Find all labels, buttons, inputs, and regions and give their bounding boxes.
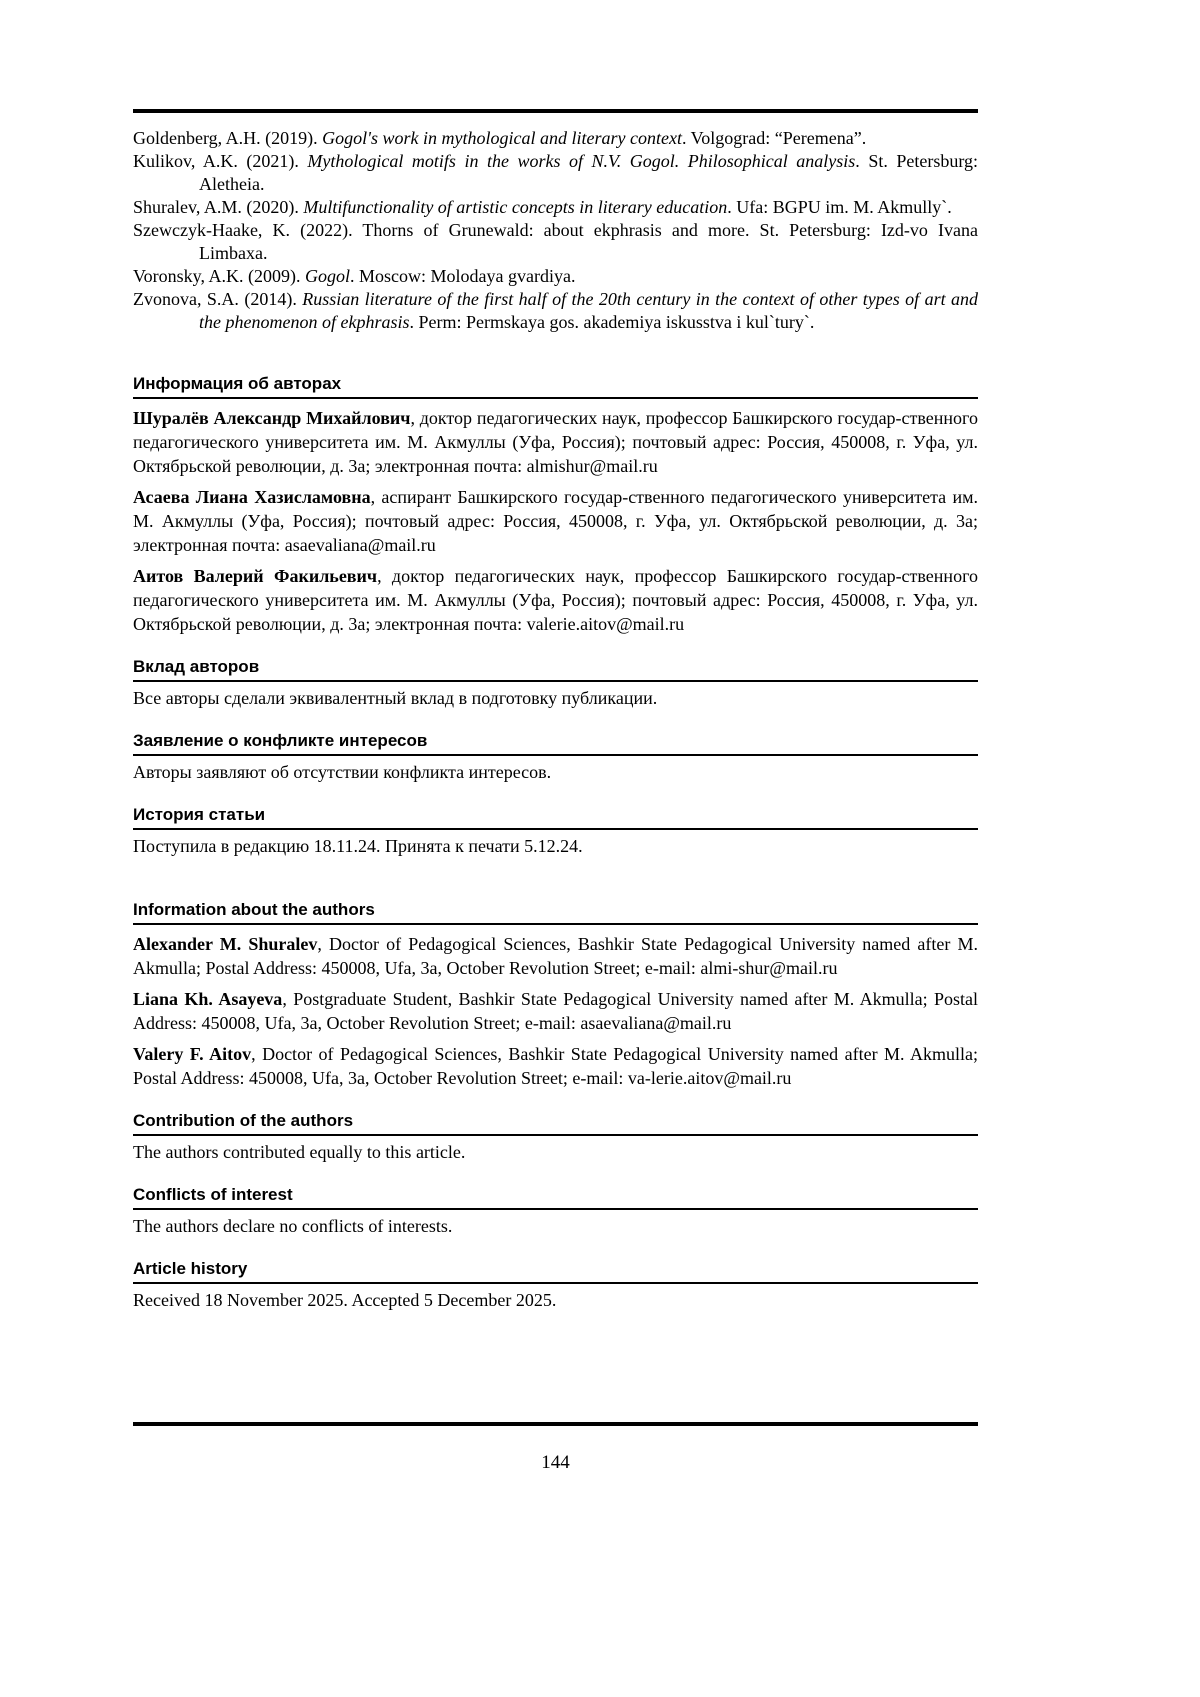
reference-item [133, 265, 978, 288]
reference-title: Gogol [305, 266, 351, 286]
reference-text: . Volgograd: “Peremena”. [681, 128, 867, 148]
reference-text: Shuralev, A.M. (2020). [133, 197, 304, 217]
reference-item [133, 288, 978, 334]
conflicts-text-ru: Авторы заявляют об отсутствии конфликта интересов. [133, 762, 552, 782]
reference-text: Voronsky, A.K. (2009). [133, 266, 306, 286]
reference-title: Gogol's work in mythological and literary context [322, 128, 682, 148]
author-details: , доктор педагогических наук, профессор Башкирского государ-ственного педагогического университета им. М. Акмуллы (Уфа, Россия); почтовый адрес: Россия, 450008, г. Уфа, ул. Октябрьской революции, д. 3а; электронная почта: valerie.aitov@mail.ru [133, 566, 978, 634]
reference-text: Kulikov, A.K. (2021). [133, 151, 308, 171]
author-paragraph-ru [133, 485, 978, 557]
history-text-en: Received 18 November 2025. Accepted 5 December 2025. [133, 1290, 557, 1310]
page-footer [133, 1422, 978, 1474]
author-name: Шуралёв Александр Михайлович [133, 408, 411, 428]
heading-conflicts-ru: Заявление о конфликте интересов [133, 731, 978, 756]
references-section [133, 127, 978, 334]
author-name: Аитов Валерий Факильевич [133, 566, 378, 586]
page-content [133, 109, 978, 1312]
author-paragraph-en [133, 932, 978, 980]
reference-title: Russian literature of the first half of the 20th century in the context of other types of art and the phenomenon of ekphrasis [199, 289, 979, 332]
reference-item [133, 127, 978, 150]
history-text-ru: Поступила в редакцию 18.11.24. Принята к печати 5.12.24. [133, 836, 583, 856]
author-details: , доктор педагогических наук, профессор Башкирского государ-ственного педагогического университета им. М. Акмуллы (Уфа, Россия); почтовый адрес: Россия, 450008, г. Уфа, ул. Октябрьской революции, д. 3а; электронная почта: almishur@mail.ru [133, 408, 978, 476]
reference-text: . St. Petersburg: Aletheia. [199, 151, 979, 194]
contribution-text-ru: Все авторы сделали эквивалентный вклад в подготовку публикации. [133, 688, 658, 708]
heading-contribution-en: Contribution of the authors [133, 1111, 978, 1136]
heading-history-en: Article history [133, 1259, 978, 1284]
contribution-text-en: The authors contributed equally to this article. [133, 1142, 466, 1162]
conflicts-text-en: The authors declare no conflicts of interests. [133, 1216, 453, 1236]
author-details: , Postgraduate Student, Bashkir State Pedagogical University named after M. Akmulla; Postal Address: 450008, Ufa, 3a, October Revolution Street; e-mail: asaevaliana@mail.ru [133, 989, 978, 1033]
author-paragraph-ru [133, 406, 978, 478]
reference-title: Mythological motifs in the works of N.V. Gogol. Philosophical analysis [307, 151, 856, 171]
top-rule [133, 109, 978, 113]
footer-rule [133, 1422, 978, 1426]
reference-title: Multifunctionality of artistic concepts in literary education [303, 197, 728, 217]
heading-authors-ru: Информация об авторах [133, 374, 978, 399]
heading-contribution-ru: Вклад авторов [133, 657, 978, 682]
author-name: Liana Kh. Asayeva [133, 989, 283, 1009]
reference-text: . Ufa: BGPU im. M. Akmully`. [727, 197, 952, 217]
reference-text: . Perm: Permskaya gos. akademiya iskusstva i kul`tury`. [409, 312, 815, 332]
author-details: , Doctor of Pedagogical Sciences, Bashkir State Pedagogical University named after M. Akmulla; Postal Address: 450008, Ufa, 3a, October Revolution Street; e-mail: va-lerie.aitov@mail.ru [133, 1044, 978, 1088]
author-details: , Doctor of Pedagogical Sciences, Bashkir State Pedagogical University named after M. Akmulla; Postal Address: 450008, Ufa, 3a, October Revolution Street; e-mail: almi-shur@mail.ru [133, 934, 978, 978]
reference-item [133, 196, 978, 219]
author-name: Valery F. Aitov [133, 1044, 252, 1064]
reference-item [133, 150, 978, 196]
heading-history-ru: История статьи [133, 805, 978, 830]
author-paragraph-en [133, 987, 978, 1035]
author-details: , аспирант Башкирского государ-ственного педагогического университета им. М. Акмуллы (Уфа, Россия); почтовый адрес: Россия, 450008, г. Уфа, ул. Октябрьской революции, д. 3а; электронная почта: asaevaliana@mail.ru [133, 487, 978, 555]
heading-authors-en: Information about the authors [133, 900, 978, 925]
page-number: 144 [541, 1452, 570, 1473]
author-name: Асаева Лиана Хазисламовна [133, 487, 371, 507]
reference-text: Goldenberg, A.H. (2019). [133, 128, 323, 148]
reference-item [133, 219, 978, 265]
heading-conflicts-en: Conflicts of interest [133, 1185, 978, 1210]
reference-text: . Moscow: Molodaya gvardiya. [350, 266, 576, 286]
reference-text: Szewczyk-Haake, K. (2022). Thorns of Grunewald: about ekphrasis and more. St. Petersburg: Izd-vo Ivana Limbaxa. [133, 220, 978, 263]
author-paragraph-en [133, 1042, 978, 1090]
author-paragraph-ru [133, 564, 978, 636]
author-name: Alexander M. Shuralev [133, 934, 318, 954]
reference-text: Zvonova, S.A. (2014). [133, 289, 303, 309]
